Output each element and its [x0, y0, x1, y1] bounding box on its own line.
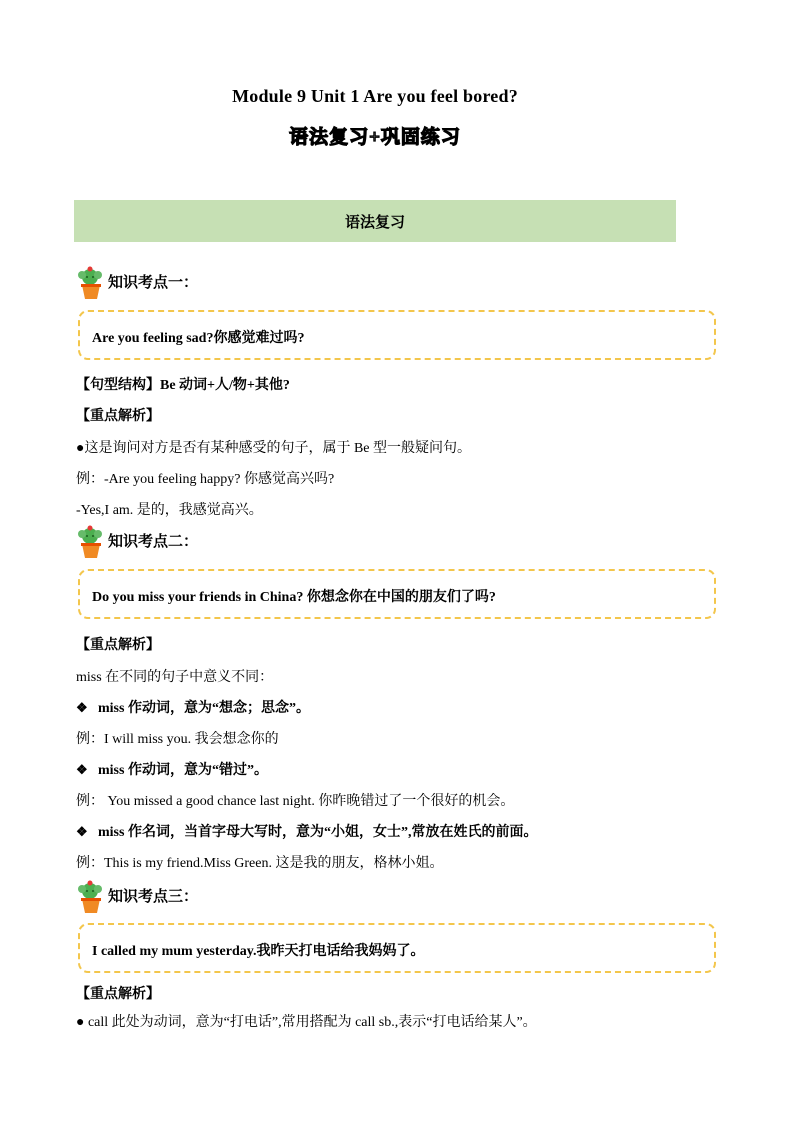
miss-example-3: 例：This is my friend.Miss Green. 这是我的朋友，格林小姐。 [76, 856, 444, 871]
page-subtitle: 语法复习+巩固练习 [289, 127, 461, 148]
analysis-label-2: 【重点解析】 [76, 638, 160, 653]
miss-meaning-2 [76, 759, 268, 779]
knowledge-point-3-box [78, 923, 716, 973]
knowledge-point-1-label: 知识考点一： [108, 275, 199, 291]
page-title: Module 9 Unit 1 Are you feel bored? [232, 86, 518, 106]
diamond-bullet-icon: ❖ [76, 700, 88, 715]
analysis-point-1: ●这是询问对方是否有某种感受的句子，属于 Be 型一般疑问句。 [76, 441, 472, 456]
knowledge-point-2-label: 知识考点二： [108, 534, 199, 550]
cactus-pot-icon [76, 880, 106, 914]
cactus-pot-icon [76, 525, 106, 559]
diamond-bullet-icon: ❖ [76, 762, 88, 777]
knowledge-point-1-sentence: Are you feeling sad?你感觉难过吗? [92, 331, 305, 346]
knowledge-point-3-sentence: I called my mum yesterday.我昨天打电话给我妈妈了。 [92, 944, 425, 959]
section-banner-label: 语法复习 [344, 215, 405, 231]
example-1b: -Yes,I am. 是的，我感觉高兴。 [76, 503, 263, 518]
analysis-point-3: ● call 此处为动词，意为“打电话”,常用搭配为 call sb.,表示“打电话给某人”。 [76, 1015, 537, 1030]
diamond-bullet-icon: ❖ [76, 824, 88, 839]
miss-intro: miss 在不同的句子中意义不同： [76, 670, 274, 685]
knowledge-point-1-box [78, 310, 716, 360]
miss-meaning-3 [76, 821, 537, 841]
miss-meaning-3-text: miss 作名词，当首字母大写时，意为“小姐，女士”,常放在姓氏的前面。 [98, 825, 538, 840]
analysis-label-3: 【重点解析】 [76, 987, 160, 1002]
miss-example-1: 例：I will miss you. 我会想念你的 [76, 732, 279, 747]
knowledge-point-3-label: 知识考点三： [108, 889, 199, 905]
knowledge-point-2-sentence: Do you miss your friends in China? 你想念你在中国的朋友们了吗? [92, 590, 496, 605]
knowledge-point-2-box [78, 569, 716, 619]
section-banner [74, 200, 676, 242]
cactus-pot-icon [76, 266, 106, 300]
miss-meaning-1-text: miss 作动词，意为“想念；思念”。 [98, 701, 310, 716]
sentence-structure: 【句型结构】Be 动词+人/物+其他? [76, 378, 290, 393]
miss-example-2: 例： You missed a good chance last night. 你昨晚错过了一个很好的机会。 [76, 794, 515, 809]
miss-meaning-1 [76, 697, 310, 717]
miss-meaning-2-text: miss 作动词，意为“错过”。 [98, 763, 268, 778]
example-1a: 例：-Are you feeling happy? 你感觉高兴吗? [76, 472, 335, 487]
analysis-label-1: 【重点解析】 [76, 409, 160, 424]
